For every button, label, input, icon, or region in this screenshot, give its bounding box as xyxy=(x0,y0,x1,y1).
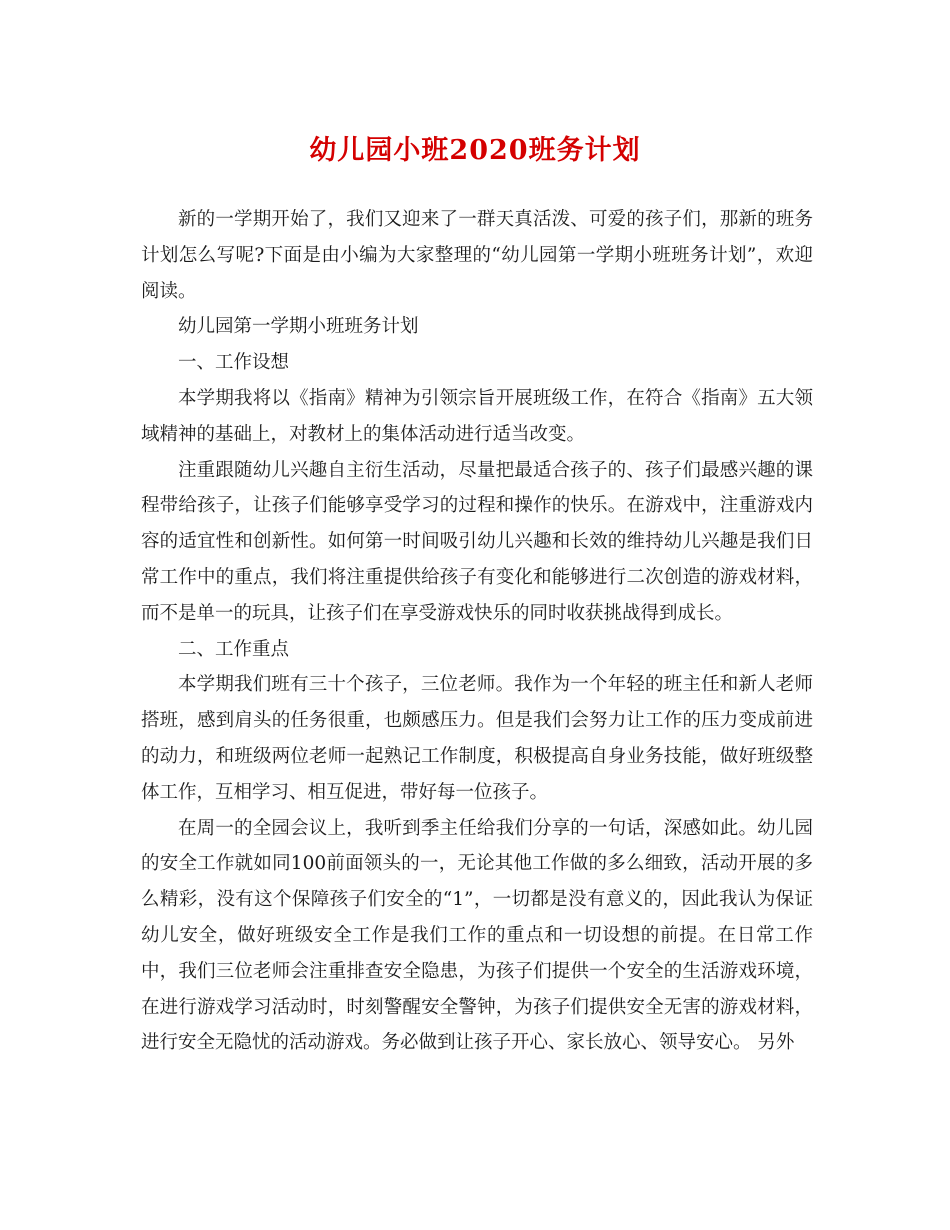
section-heading-work-plan: 一、工作设想 xyxy=(178,352,290,374)
paragraph-subtitle: 幼儿园第一学期小班班务计划 xyxy=(178,316,419,338)
section-heading-work-focus: 二、工作重点 xyxy=(178,638,290,660)
paragraph-safety: 在周一的全园会议上，我听到季主任给我们分享的一句话，深感如此。幼儿园的安全工作就如同100前面领头的一，无论其他工作做的多么细致，活动开展的多么精彩，没有这个保障孩子们安全的“1”，一切都是没有意义的，因此我认为保证幼儿安全，做好班级安全工作是我们工作的重点和一切设想的前提。在日常工作中，我们三位老师会注重排查安全隐患，为孩子们提供一个安全的生活游戏环境，在进行游戏学习活动时，时刻警醒安全警钟，为孩子们提供安全无害的游戏材料，进行安全无隐忧的活动游戏。务必做到让孩子开心、家长放心、领导安心。 另外 xyxy=(141,817,813,1054)
paragraph-guideline: 本学期我将以《指南》精神为引领宗旨开展班级工作，在符合《指南》五大领域精神的基础上，对教材上的集体活动进行适当改变。 xyxy=(141,387,813,445)
paragraph-intro: 新的一学期开始了，我们又迎来了一群天真活泼、可爱的孩子们，那新的班务计划怎么写呢?下面是由小编为大家整理的“幼儿园第一学期小班班务计划”，欢迎阅读。 xyxy=(141,209,813,302)
page-title: 幼儿园小班2020班务计划 xyxy=(309,135,641,166)
paragraph-interest: 注重跟随幼儿兴趣自主衍生活动，尽量把最适合孩子的、孩子们最感兴趣的课程带给孩子，让孩子们能够享受学习的过程和操作的快乐。在游戏中，注重游戏内容的适宜性和创新性。如何第一时间吸引幼儿兴趣和长效的维持幼儿兴趣是我们日常工作中的重点，我们将注重提供给孩子有变化和能够进行二次创造的游戏材料，而不是单一的玩具，让孩子们在享受游戏快乐的同时收获挑战得到成长。 xyxy=(141,459,813,624)
document-body xyxy=(141,202,813,1061)
paragraph-class-info: 本学期我们班有三十个孩子，三位老师。我作为一个年轻的班主任和新人老师搭班，感到肩头的任务很重，也颇感压力。但是我们会努力让工作的压力变成前进的动力，和班级两位老师一起熟记工作制度，积极提高自身业务技能，做好班级整体工作，互相学习、相互促进，带好每一位孩子。 xyxy=(141,674,813,803)
